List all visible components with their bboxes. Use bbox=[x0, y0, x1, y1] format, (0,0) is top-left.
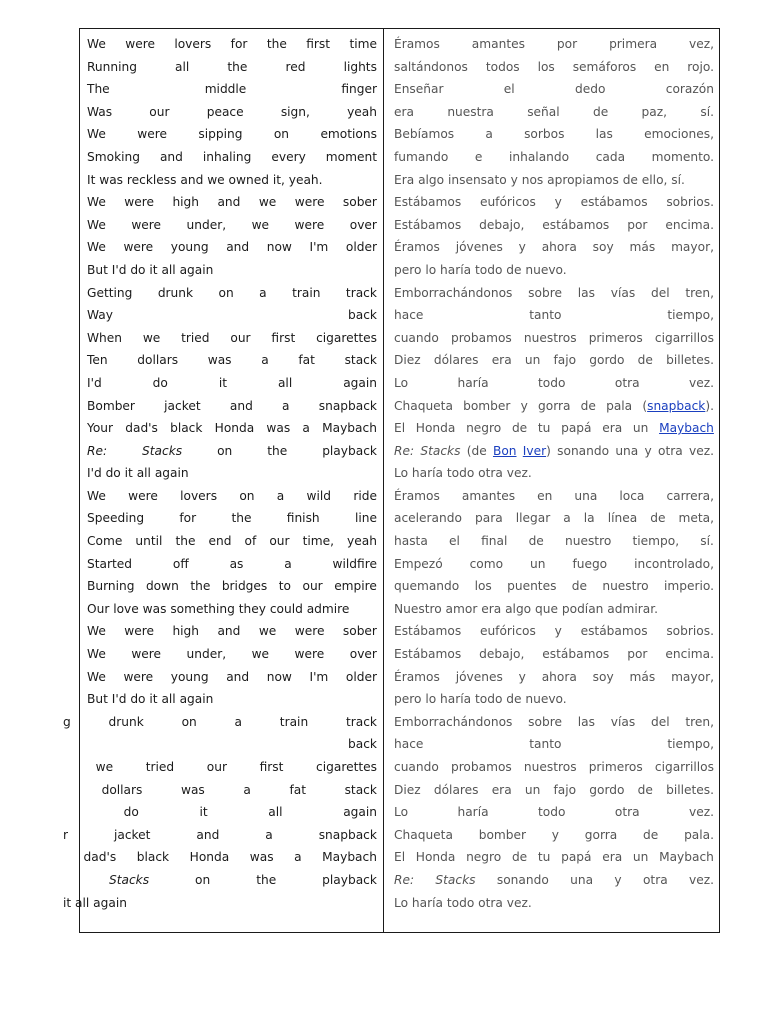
spanish-lyric-line: Era algo insensato y nos apropiamos de ello, sí. bbox=[394, 172, 685, 187]
spanish-lyric-line: cuando probamos nuestros primeros cigarrillos bbox=[394, 330, 714, 345]
spanish-lyric-line: Diez dólares era un fajo gordo de billetes. bbox=[394, 353, 714, 368]
spanish-lyric-line: Diez dólares era un fajo gordo de billetes. bbox=[394, 782, 714, 797]
english-lyric-line: Ten dollars was a fat stack bbox=[87, 353, 377, 368]
english-lyric-line: It was reckless and we owned it, yeah. bbox=[87, 172, 323, 187]
english-lyric-line: Running all the red lights bbox=[87, 59, 377, 74]
spanish-lyric-line: pero lo haría todo de nuevo. bbox=[394, 692, 567, 707]
english-lyric-line: We were young and now I'm older bbox=[87, 240, 377, 255]
spanish-lyric-line: hasta el final de nuestro tiempo, sí. bbox=[394, 534, 714, 549]
english-lyric-line: Stacks on the playback bbox=[108, 872, 377, 887]
spanish-lyric-line: Chaqueta bomber y gorra de pala. bbox=[394, 827, 714, 842]
english-lyric-line: Way back bbox=[87, 308, 377, 323]
spanish-lyric-line: Estábamos eufóricos y estábamos sobrios. bbox=[394, 195, 714, 210]
english-lyric-line: Bomber jacket and a snapback bbox=[87, 398, 377, 413]
spanish-lyric-line: Re: Stacks sonando una y otra vez. bbox=[394, 872, 714, 887]
english-lyrics-column bbox=[63, 33, 383, 914]
spanish-lyric-line: Éramos amantes en una loca carrera, bbox=[394, 488, 714, 503]
spanish-lyric-line: Empezó como un fuego incontrolado, bbox=[394, 556, 714, 571]
english-lyric-line: We were lovers on a wild ride bbox=[87, 488, 377, 503]
spanish-lyric-line: Éramos jóvenes y ahora soy más mayor, bbox=[394, 240, 714, 255]
english-lyric-line: Burning down the bridges to our empire bbox=[87, 579, 377, 594]
spanish-lyric-line: saltándonos todos los semáforos en rojo. bbox=[394, 59, 714, 74]
spanish-lyric-line: Estábamos debajo, estábamos por encima. bbox=[394, 217, 714, 232]
spanish-lyric-line: fumando e inhalando cada momento. bbox=[394, 149, 714, 164]
spanish-lyric-line: Enseñar el dedo corazón bbox=[394, 82, 714, 97]
spanish-lyric-line: cuando probamos nuestros primeros cigarrillos bbox=[394, 760, 714, 774]
english-lyric-line: Started off as a wildfire bbox=[87, 556, 377, 571]
english-lyric-line: I'd do it all again bbox=[87, 466, 189, 481]
spanish-lyric-line: Estábamos eufóricos y estábamos sobrios. bbox=[394, 624, 714, 639]
spanish-lyric-line: Estábamos debajo, estábamos por encima. bbox=[394, 647, 714, 662]
english-lyric-line: back bbox=[348, 737, 377, 752]
spanish-lyric-line: Nuestro amor era algo que podían admirar. bbox=[394, 601, 658, 616]
english-lyric-line: dollars was a fat stack bbox=[101, 782, 377, 797]
lyric-link[interactable]: Iver bbox=[522, 443, 547, 458]
spanish-lyric-line: Lo haría todo otra vez. bbox=[394, 375, 714, 390]
english-lyric-line: But I'd do it all again bbox=[87, 692, 214, 707]
lyrics-table bbox=[63, 28, 720, 933]
spanish-lyric-line: Éramos jóvenes y ahora soy más mayor, bbox=[394, 669, 714, 684]
spanish-lyric-line: quemando los puentes de nuestro imperio. bbox=[394, 579, 714, 594]
spanish-lyric-line: Emborrachándonos sobre las vías del tren, bbox=[394, 285, 714, 300]
english-lyric-line: We were sipping on emotions bbox=[87, 127, 377, 142]
english-lyric-line: We were under, we were over bbox=[87, 217, 377, 232]
spanish-lyric-line: Emborrachándonos sobre las vías del tren, bbox=[394, 714, 714, 729]
english-lyric-line: I'd do it all again bbox=[87, 375, 377, 390]
english-lyric-line: it all again bbox=[63, 895, 127, 910]
spanish-lyric-line: hace tanto tiempo, bbox=[394, 308, 714, 323]
spanish-lyric-line: El Honda negro de tu papá era un Maybach bbox=[394, 850, 714, 865]
lyric-link[interactable]: snapback bbox=[647, 398, 706, 413]
spanish-lyric-line: hace tanto tiempo, bbox=[394, 737, 714, 752]
spanish-translation-column bbox=[384, 33, 720, 914]
english-lyric-line: When we tried our first cigarettes bbox=[87, 330, 377, 345]
english-lyric-line: Smoking and inhaling every moment bbox=[87, 149, 377, 164]
english-lyric-line: Re: Stacks on the playback bbox=[87, 443, 377, 458]
english-lyric-line: Our love was something they could admire bbox=[87, 601, 350, 616]
spanish-lyric-line: Lo haría todo otra vez. bbox=[394, 895, 532, 910]
spanish-lyric-line: acelerando para llegar a la línea de meta, bbox=[394, 511, 714, 526]
english-lyric-line: We were under, we were over bbox=[87, 647, 377, 662]
english-lyric-line: do it all again bbox=[123, 805, 377, 820]
english-lyric-line: But I'd do it all again bbox=[87, 262, 214, 277]
spanish-lyric-line: Chaqueta bomber y gorra de pala (snapback). bbox=[394, 398, 714, 413]
english-lyric-line: The middle finger bbox=[87, 82, 377, 97]
english-lyric-line: We were high and we were sober bbox=[87, 624, 377, 639]
spanish-lyric-line: Lo haría todo otra vez. bbox=[394, 466, 532, 481]
spanish-lyric-line: El Honda negro de tu papá era un Maybach bbox=[394, 421, 714, 436]
english-lyric-line: We were young and now I'm older bbox=[87, 669, 377, 684]
english-lyric-line: g drunk on a train track bbox=[63, 714, 377, 729]
english-lyric-line: dad's black Honda was a Maybach bbox=[83, 850, 377, 865]
english-lyric-line: Come until the end of our time, yeah bbox=[87, 534, 377, 549]
spanish-lyric-line: Bebíamos a sorbos las emociones, bbox=[394, 127, 714, 142]
english-lyric-line: Speeding for the finish line bbox=[87, 511, 377, 526]
english-lyric-line: r jacket and a snapback bbox=[63, 827, 377, 842]
spanish-lyric-line: Re: Stacks (de Bon Iver) sonando una y otra vez. bbox=[394, 443, 714, 458]
spanish-lyric-line: pero lo haría todo de nuevo. bbox=[394, 262, 567, 277]
spanish-lyric-line: Lo haría todo otra vez. bbox=[394, 805, 714, 820]
lyric-link[interactable]: Maybach bbox=[659, 421, 714, 436]
english-lyric-line: We were lovers for the first time bbox=[87, 37, 377, 51]
english-lyric-line: Was our peace sign, yeah bbox=[87, 104, 377, 119]
spanish-lyric-line: Éramos amantes por primera vez, bbox=[394, 37, 714, 51]
spanish-lyric-line: era nuestra señal de paz, sí. bbox=[394, 104, 714, 119]
lyric-link[interactable]: Bon bbox=[492, 443, 517, 458]
english-lyric-line: we tried our first cigarettes bbox=[95, 760, 377, 774]
english-lyric-line: Your dad's black Honda was a Maybach bbox=[87, 421, 377, 436]
english-lyric-line: Getting drunk on a train track bbox=[87, 285, 377, 300]
english-lyric-line: We were high and we were sober bbox=[87, 195, 377, 210]
